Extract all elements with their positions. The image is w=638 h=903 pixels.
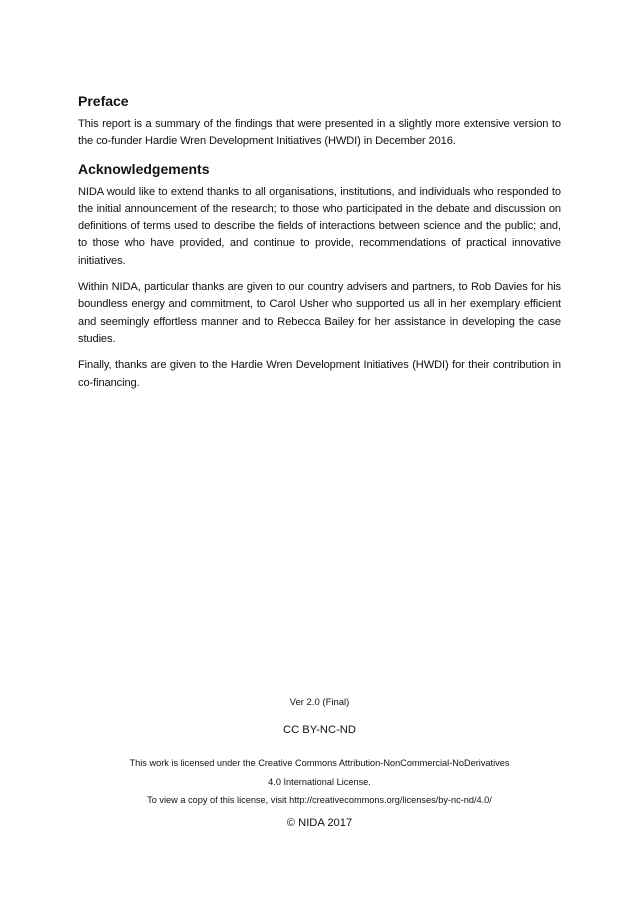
license-line: This work is licensed under the Creative Commons Attribution-NonCommercial-NoDerivatives [129,758,510,768]
version-label: Ver 2.0 (Final) [289,697,350,708]
license-code: CC BY-NC-ND [283,724,356,736]
acknowledgements-paragraph: NIDA would like to extend thanks to all organisations, institutions, and individuals who responded to the initial announcement of the research; to those who participated in the debate and discussion on definitions of terms used to describe the fields of interactions between science and the public; and, to those who have provided, and continue to provide, recommendations of practical innovative initiatives. [78,185,561,267]
acknowledgements-section [78,160,561,392]
license-line: To view a copy of this license, visit http://creativecommons.org/licenses/by-nc-nd/4.0/ [147,795,492,805]
copyright-notice: © NIDA 2017 [286,817,353,829]
preface-heading: Preface [78,93,129,109]
document-body [78,92,561,401]
preface-section [78,92,561,151]
license-line: 4.0 International License. [268,776,371,787]
acknowledgements-paragraph: Finally, thanks are given to the Hardie Wren Development Initiatives (HWDI) for their contribution in co-financing. [78,359,561,389]
acknowledgements-paragraph: Within NIDA, particular thanks are given to our country advisers and partners, to Rob Davies for his boundless energy and commitment, to Carol Usher who supported us all in her exemplary efficient and seemingly effortless manner and to Rebecca Bailey for her assistance in developing the case studies. [78,281,561,345]
acknowledgements-heading: Acknowledgements [78,160,210,177]
license-notice [78,754,561,810]
preface-paragraph: This report is a summary of the findings that were presented in a slightly more extensive version to the co-funder Hardie Wren Development Initiatives (HWDI) in December 2016. [78,118,561,148]
